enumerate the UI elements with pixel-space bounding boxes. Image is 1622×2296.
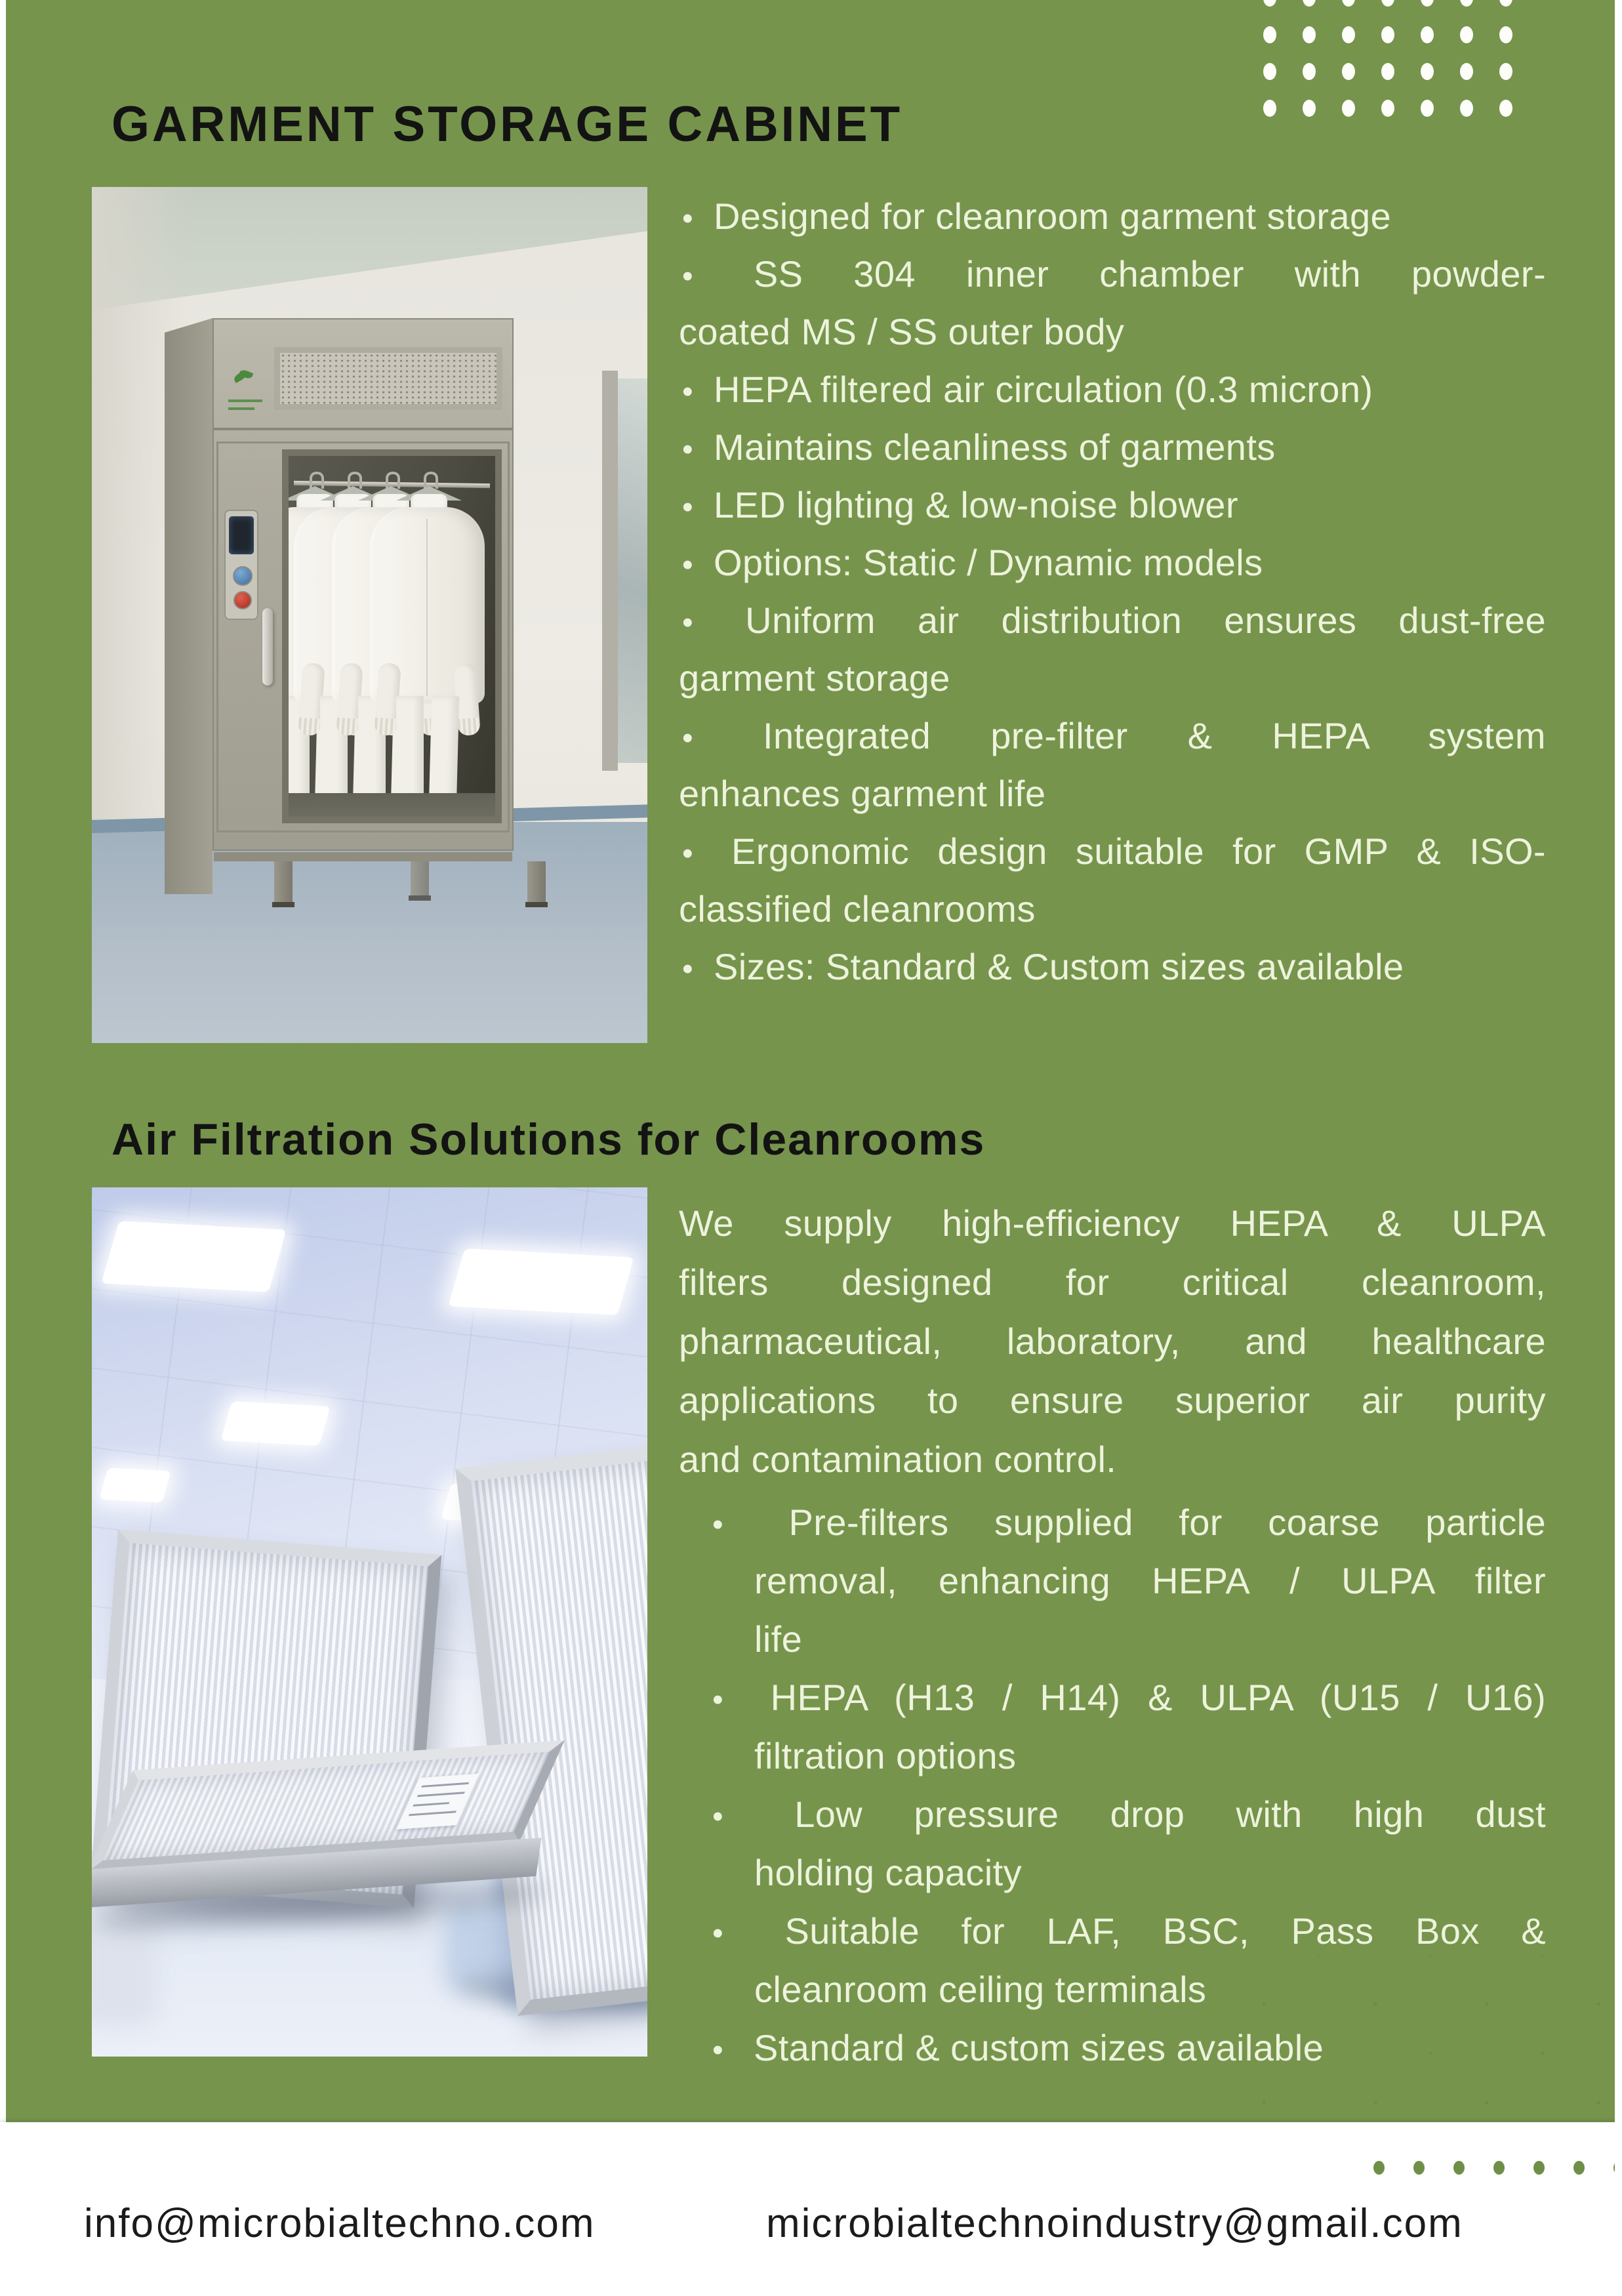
footer [0, 2122, 1622, 2296]
text-line: cleanroom ceiling terminals [754, 1969, 1207, 2010]
text-line: • Ergonomic design suitable for GMP & ISO- [679, 823, 1546, 880]
control-screen [229, 516, 254, 554]
bullet-dot: • [682, 548, 694, 583]
text-line: • SS 304 inner chamber with powder- [679, 245, 1546, 303]
white-dot [1421, 63, 1434, 80]
decor-dot-grid-top [1263, 0, 1539, 136]
white-dot [1499, 0, 1512, 7]
text-line: and contamination control. [679, 1439, 1117, 1480]
decor-dot-row-bottom [1373, 2161, 1622, 2175]
text-line: • HEPA filtered air circulation (0.3 micron) [679, 361, 1546, 419]
cabinet-front [213, 318, 514, 851]
text-line: removal, enhancing HEPA / ULPA filter [754, 1560, 1546, 1601]
right-edge-stripe [1615, 0, 1622, 2296]
text-line: • Standard & custom sizes available [679, 2019, 1546, 2077]
left-edge-stripe [0, 0, 6, 2296]
text-line: • Suitable for LAF, BSC, Pass Box & [679, 1902, 1546, 1960]
text-line: • Maintains cleanliness of garments [679, 419, 1546, 476]
white-dot [1499, 26, 1512, 43]
cabinet-prefilter-grille [274, 347, 502, 410]
bullet-dot: • [682, 605, 694, 640]
bullet-dot: • [712, 1507, 724, 1542]
white-dot [1263, 100, 1276, 117]
bullet-dot: • [682, 721, 694, 756]
ceiling-light [101, 1221, 286, 1292]
bullet-dot: • [712, 2033, 724, 2068]
bullet-dot: • [682, 432, 694, 467]
bullet-dot: • [682, 259, 694, 294]
contact-email-secondary: microbialtechnoindustry@gmail.com [766, 2201, 1463, 2246]
text-line: • Uniform air distribution ensures dust-free [679, 592, 1546, 649]
cabinet-control-panel [224, 510, 258, 620]
green-dot [1373, 2161, 1385, 2175]
text-line: • Low pressure drop with high dust [679, 1785, 1546, 1843]
white-dot [1499, 63, 1512, 80]
text-line: enhances garment life [679, 773, 1046, 814]
blue-button [233, 566, 253, 586]
white-dot [1499, 100, 1512, 117]
text-line: classified cleanrooms [679, 888, 1036, 930]
bullet-dot: • [682, 952, 694, 987]
text-line: filtration options [754, 1735, 1017, 1776]
filter-spec-label [396, 1774, 479, 1830]
cabinet-base-rail [214, 852, 512, 861]
ceiling-light [220, 1401, 330, 1446]
filters-photo [92, 1187, 647, 2057]
cabinet-side-panel [165, 318, 213, 894]
white-dot [1381, 0, 1394, 7]
white-dot [1342, 26, 1355, 43]
window-glass [618, 379, 647, 763]
text-line: • LED lighting & low-noise blower [679, 476, 1546, 534]
green-dot [1453, 2161, 1465, 2175]
text-line: holding capacity [754, 1852, 1022, 1893]
white-dot [1342, 100, 1355, 117]
section1-title: GARMENT STORAGE CABINET [112, 96, 903, 152]
text-line: life [754, 1618, 803, 1660]
text-line: • Options: Static / Dynamic models [679, 534, 1546, 592]
red-button [233, 591, 252, 609]
bullet-dot: • [682, 490, 694, 525]
text-line: garment storage [679, 657, 950, 699]
white-dot [1263, 63, 1276, 80]
green-dot [1493, 2161, 1505, 2175]
cabinet-divider [214, 428, 512, 430]
white-dot [1460, 100, 1473, 117]
white-dot [1342, 0, 1355, 7]
white-dot [1460, 0, 1473, 7]
white-dot [1303, 26, 1316, 43]
bullet-dot: • [712, 1916, 724, 1951]
bullet-dot: • [682, 375, 694, 409]
white-dot [1381, 100, 1394, 117]
window-frame [602, 371, 618, 771]
text-line: • HEPA (H13 / H14) & ULPA (U15 / U16) [679, 1668, 1546, 1727]
white-dot [1303, 0, 1316, 7]
door-handle [262, 608, 273, 686]
white-dot [1460, 26, 1473, 43]
cabinet-door-glass [282, 449, 502, 823]
bullet-dot: • [682, 201, 694, 236]
white-dot [1303, 63, 1316, 80]
ceiling-light [448, 1248, 634, 1315]
white-dot [1342, 63, 1355, 80]
white-dot [1381, 26, 1394, 43]
section2-intro-paragraph [679, 1194, 1546, 1489]
cabinet-leaf-logo-icon [233, 371, 253, 393]
text-line: • Pre-filters supplied for coarse particle [679, 1493, 1546, 1551]
green-dot [1413, 2161, 1425, 2175]
white-dot [1421, 0, 1434, 7]
background-watermark-texture [1208, 1955, 1615, 2122]
white-dot [1421, 100, 1434, 117]
text-line: pharmaceutical, laboratory, and healthcare [679, 1321, 1546, 1362]
cabinet-leg [411, 861, 429, 895]
cabinet-photo [92, 187, 647, 1043]
white-dot [1381, 63, 1394, 80]
bullet-dot: • [712, 1683, 724, 1717]
text-line: • Sizes: Standard & Custom sizes available [679, 938, 1546, 996]
text-line: We supply high-efficiency HEPA & ULPA [679, 1202, 1546, 1244]
text-line: applications to ensure superior air purity [679, 1380, 1546, 1421]
section2-title: Air Filtration Solutions for Cleanrooms [112, 1115, 986, 1164]
white-dot [1303, 100, 1316, 117]
text-line: filters designed for critical cleanroom, [679, 1261, 1546, 1303]
text-line: • Integrated pre-filter & HEPA system [679, 707, 1546, 765]
garment-cabinet [165, 318, 514, 905]
cabinet-interior-floor [289, 793, 495, 817]
white-dot [1263, 0, 1276, 7]
white-dot [1460, 63, 1473, 80]
cabinet-leg [274, 861, 293, 902]
contact-email-primary: info@microbialtechno.com [84, 2201, 596, 2246]
text-line: • Designed for cleanroom garment storage [679, 188, 1546, 245]
white-dot [1263, 26, 1276, 43]
text-line: coated MS / SS outer body [679, 311, 1125, 352]
white-dot [1421, 26, 1434, 43]
ceiling-light [99, 1467, 171, 1502]
bullet-dot: • [712, 1799, 724, 1834]
cabinet-leg [527, 861, 546, 902]
green-dot [1533, 2161, 1545, 2175]
section1-feature-list [679, 188, 1546, 996]
green-dot [1573, 2161, 1585, 2175]
bullet-dot: • [682, 836, 694, 871]
